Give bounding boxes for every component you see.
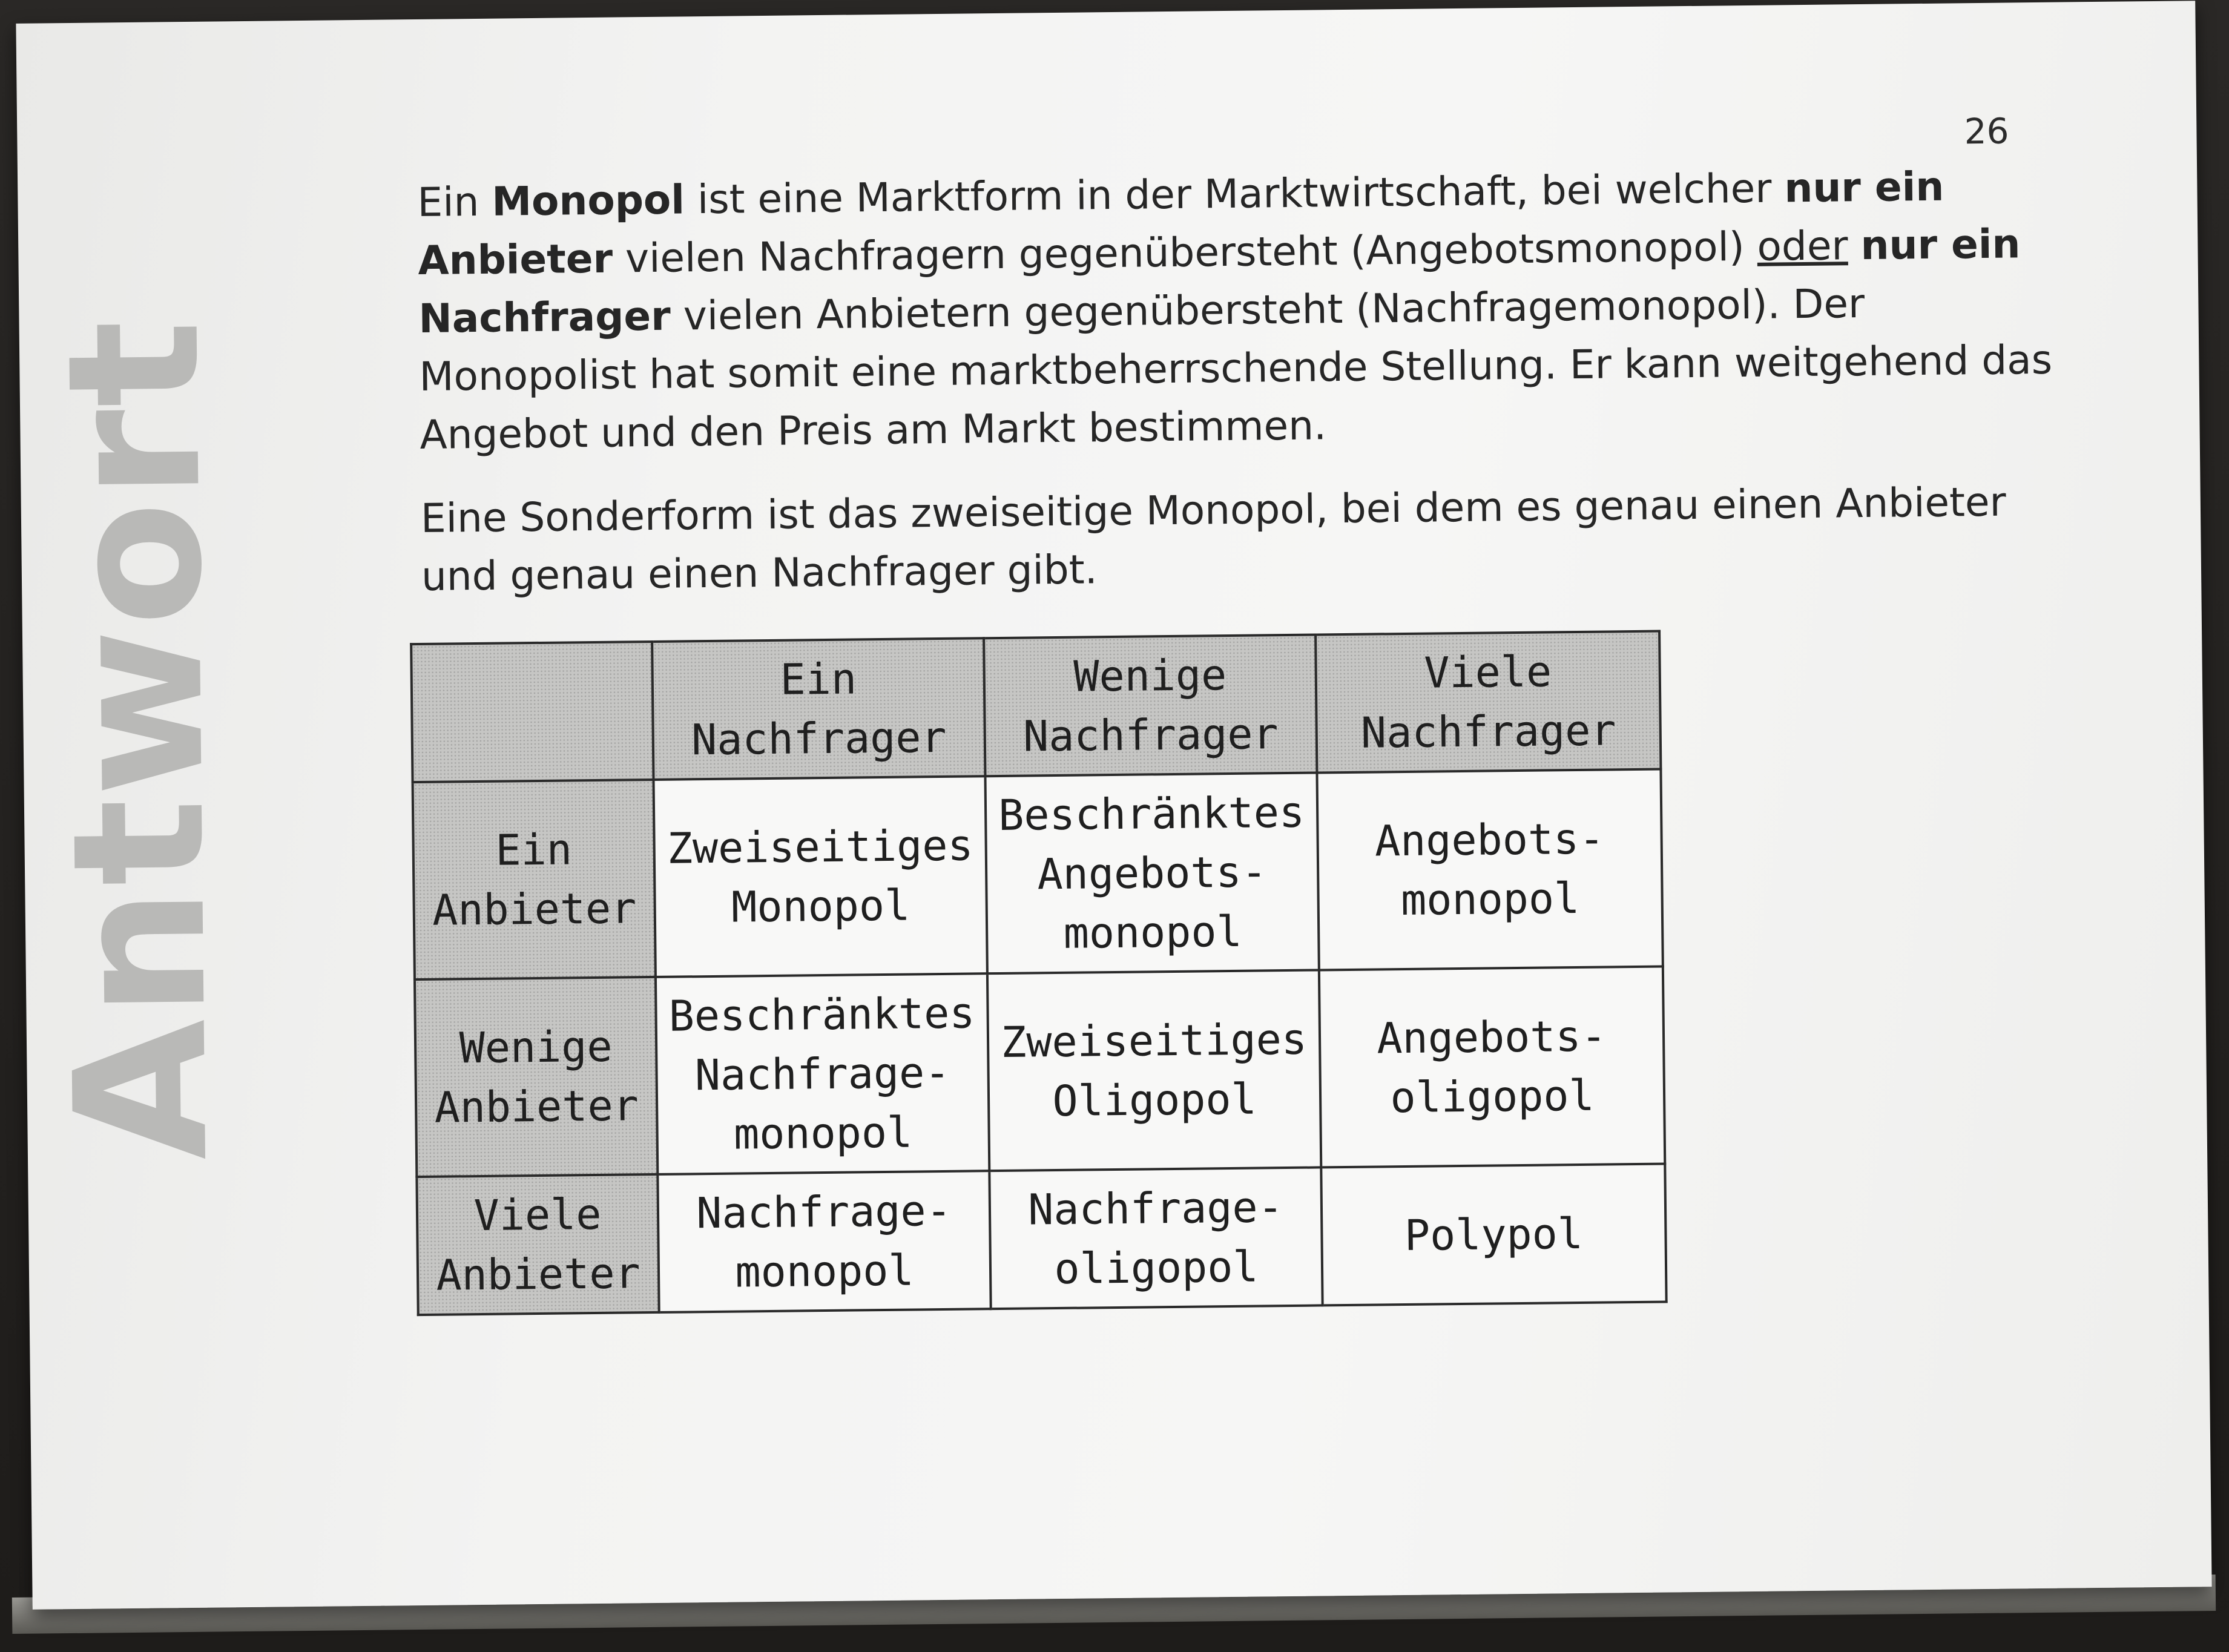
col-header-many-buyers: Viele Nachfrager	[1315, 631, 1661, 773]
table-cell: Angebots- monopol	[1317, 769, 1662, 970]
emphasis-one-supplier: nur ein Anbieter	[418, 163, 1944, 284]
market-forms-table-wrap	[410, 630, 1668, 1317]
emphasis-or: oder	[1757, 222, 1848, 270]
col-header-few-buyers: Wenige Nachfrager	[984, 634, 1317, 776]
row-header-one-supplier: Ein Anbieter	[413, 780, 656, 979]
page-number: 26	[1964, 110, 2009, 153]
table-cell: Angebots- oligopol	[1319, 967, 1665, 1168]
table-row	[415, 967, 1665, 1177]
table-row	[416, 1164, 1666, 1315]
term-monopol: Monopol	[491, 176, 685, 225]
answer-text	[417, 156, 2075, 631]
corner-cell	[411, 642, 653, 782]
paragraph-special-form: Eine Sonderform ist das zweiseitige Monopol, bei dem es genau einen Anbieter und genau einen Nachfrager gibt.	[420, 478, 2007, 600]
table-cell: Beschränktes Nachfrage- monopol	[656, 973, 989, 1174]
table-cell: Nachfrage- oligopol	[989, 1167, 1322, 1309]
table-cell: Beschränktes Angebots- monopol	[985, 772, 1319, 973]
emphasis-one-buyer: nur ein Nachfrager	[418, 220, 2021, 342]
table-cell: Nachfrage- monopol	[657, 1171, 990, 1312]
col-header-one-buyer: Ein Nachfrager	[652, 638, 985, 780]
flashcard	[16, 1, 2211, 1610]
table-cell: Polypol	[1321, 1164, 1666, 1306]
table-cell: Zweiseitiges Oligopol	[987, 970, 1321, 1171]
paragraph-definition: Ein Monopol ist eine Marktform in der Marktwirtschaft, bei welcher nur ein Anbieter vielen Nachfragern gegenübersteht (Angebotsmonopol) oder nur ein Nachfrager vielen Anbietern gegenübersteht (Nachfragemonopol). Der Monopolist hat somit eine marktbeherrschende Stellung. Er kann weitgehend das Angebot und den Preis am Markt bestimmen.	[417, 163, 2053, 458]
row-header-few-suppliers: Wenige Anbieter	[415, 977, 657, 1177]
table-row	[413, 769, 1663, 980]
market-forms-table	[410, 630, 1668, 1317]
side-label-answer: Antwort	[28, 317, 249, 1162]
table-cell: Zweiseitiges Monopol	[654, 776, 987, 977]
table-header-row	[411, 631, 1661, 783]
row-header-many-suppliers: Viele Anbieter	[416, 1174, 659, 1315]
